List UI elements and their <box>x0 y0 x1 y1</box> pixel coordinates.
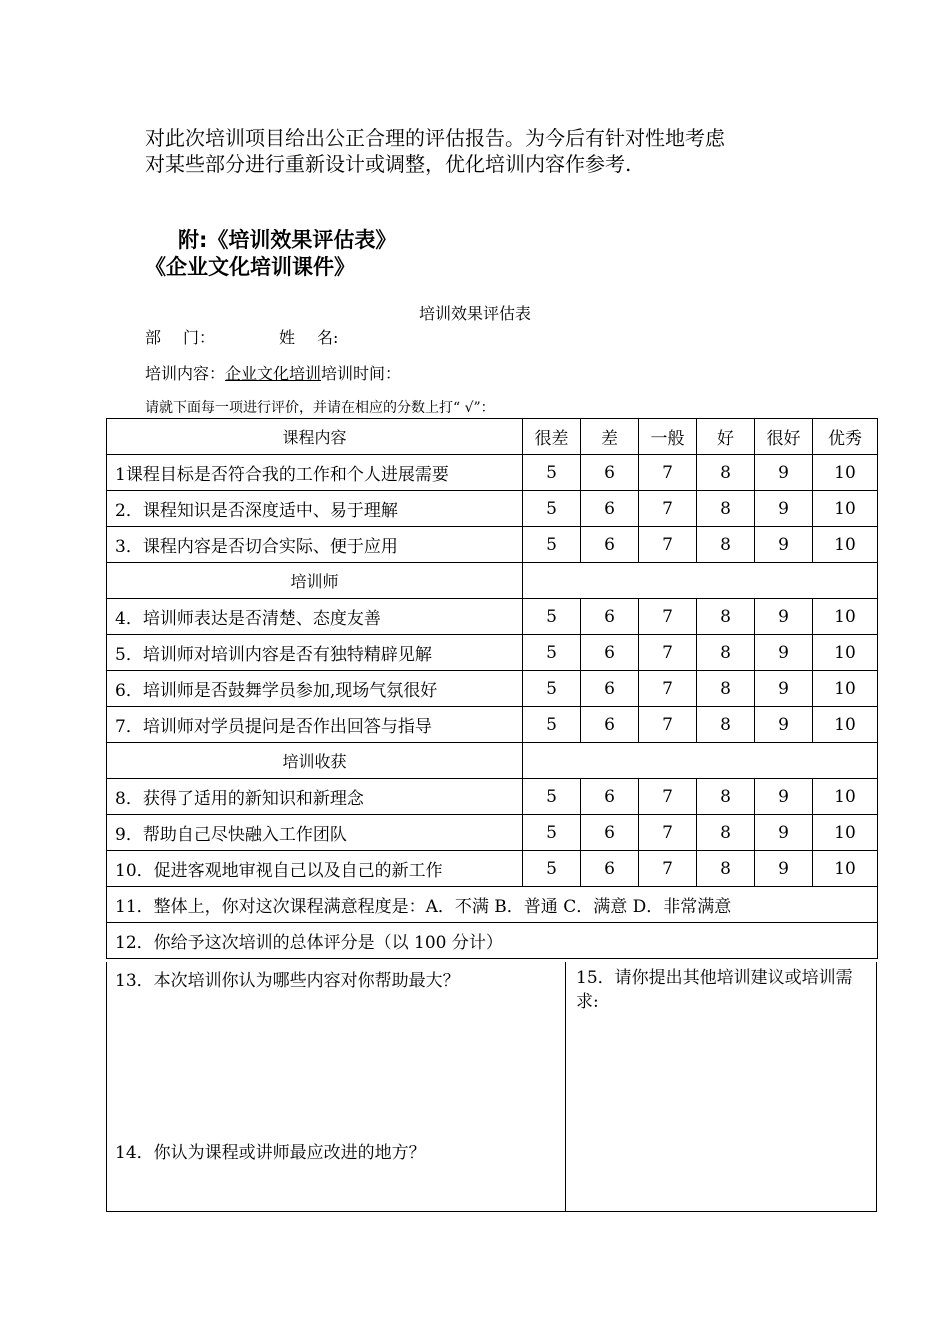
score-option[interactable]: 10 <box>813 527 878 563</box>
table-row <box>107 779 878 815</box>
attachment-title: 附:《培训效果评估表》 <box>178 228 397 252</box>
score-option[interactable]: 8 <box>697 455 755 491</box>
open-questions <box>106 962 877 1212</box>
score-option[interactable]: 8 <box>697 707 755 743</box>
table-row <box>107 491 878 527</box>
content-label: 培训内容： <box>145 364 226 383</box>
score-option[interactable]: 6 <box>581 527 639 563</box>
item-label: 4．培训师表达是否清楚、态度友善 <box>107 599 523 635</box>
dept-name-line <box>145 325 338 348</box>
content-time-line <box>145 361 401 384</box>
score-option[interactable]: 10 <box>813 815 878 851</box>
table-header-cell: 好 <box>697 419 755 455</box>
question-11: 11．整体上，你对这次课程满意程度是：A．不满 B．普通 C．满意 D．非常满意 <box>107 887 878 923</box>
table-row <box>107 851 878 887</box>
item-label: 9．帮助自己尽快融入工作团队 <box>107 815 523 851</box>
score-option[interactable]: 9 <box>755 671 813 707</box>
score-option[interactable]: 10 <box>813 599 878 635</box>
question-14: 14．你认为课程或讲师最应改进的地方？ <box>115 1143 426 1163</box>
form-title: 培训效果评估表 <box>418 304 531 323</box>
score-option[interactable]: 5 <box>523 707 581 743</box>
instruction: 请就下面每一项进行评价，并请在相应的分数上打“ √”： <box>145 400 495 416</box>
score-option[interactable]: 7 <box>639 671 697 707</box>
dept-label: 部 <box>145 328 162 347</box>
table-header-cell: 一般 <box>639 419 697 455</box>
content-value: 企业文化培训 <box>225 364 322 383</box>
score-option[interactable]: 6 <box>581 491 639 527</box>
score-option[interactable]: 7 <box>639 455 697 491</box>
score-option[interactable]: 6 <box>581 779 639 815</box>
item-label: 7．培训师对学员提问是否作出回答与指导 <box>107 707 523 743</box>
evaluation-table <box>106 418 878 959</box>
question-12: 12．你给予这次培训的总体评分是（以 100 分计） <box>107 923 878 959</box>
score-option[interactable]: 10 <box>813 455 878 491</box>
section-blank-cell <box>523 563 878 599</box>
score-option[interactable]: 8 <box>697 527 755 563</box>
table-row <box>107 671 878 707</box>
score-option[interactable]: 10 <box>813 491 878 527</box>
section-header: 培训师 <box>107 563 523 599</box>
score-option[interactable]: 6 <box>581 851 639 887</box>
score-option[interactable]: 8 <box>697 491 755 527</box>
score-option[interactable]: 5 <box>523 599 581 635</box>
section-row <box>107 743 878 779</box>
score-option[interactable]: 5 <box>523 635 581 671</box>
score-option[interactable]: 9 <box>755 455 813 491</box>
score-option[interactable]: 7 <box>639 599 697 635</box>
name-label: 姓 <box>279 328 296 347</box>
table-header-cell: 很好 <box>755 419 813 455</box>
question-13: 13．本次培训你认为哪些内容对你帮助最大？ <box>115 971 460 991</box>
score-option[interactable]: 7 <box>639 779 697 815</box>
section-header: 培训收获 <box>107 743 523 779</box>
table-header-cell: 优秀 <box>813 419 878 455</box>
score-option[interactable]: 6 <box>581 455 639 491</box>
item-label: 1课程目标是否符合我的工作和个人进展需要 <box>107 455 523 491</box>
score-option[interactable]: 7 <box>639 707 697 743</box>
score-option[interactable]: 10 <box>813 635 878 671</box>
section-blank-cell <box>523 743 878 779</box>
score-option[interactable]: 8 <box>697 815 755 851</box>
score-option[interactable]: 10 <box>813 671 878 707</box>
score-option[interactable]: 9 <box>755 707 813 743</box>
table-row <box>107 527 878 563</box>
score-option[interactable]: 9 <box>755 527 813 563</box>
name-label-2: 名: <box>317 328 339 347</box>
score-option[interactable]: 7 <box>639 527 697 563</box>
table-header-cell: 很差 <box>523 419 581 455</box>
table-header-cell: 差 <box>581 419 639 455</box>
section-row <box>107 563 878 599</box>
score-option[interactable]: 5 <box>523 851 581 887</box>
score-option[interactable]: 10 <box>813 707 878 743</box>
score-option[interactable]: 9 <box>755 815 813 851</box>
score-option[interactable]: 7 <box>639 851 697 887</box>
table-row <box>107 707 878 743</box>
question-15: 15．请你提出其他培训建议或培训需求: <box>576 968 853 1012</box>
table-row <box>107 815 878 851</box>
score-option[interactable]: 7 <box>639 491 697 527</box>
score-option[interactable]: 6 <box>581 599 639 635</box>
table-header-row <box>107 419 878 455</box>
score-option[interactable]: 9 <box>755 599 813 635</box>
score-option[interactable]: 9 <box>755 779 813 815</box>
dept-label-2: 门： <box>183 328 216 347</box>
item-label: 8．获得了适用的新知识和新理念 <box>107 779 523 815</box>
open-questions-left <box>107 962 566 1211</box>
score-option[interactable]: 8 <box>697 851 755 887</box>
score-option[interactable]: 6 <box>581 671 639 707</box>
table-row <box>107 455 878 491</box>
score-option[interactable]: 5 <box>523 815 581 851</box>
score-option[interactable]: 9 <box>755 491 813 527</box>
score-option[interactable]: 6 <box>581 815 639 851</box>
score-option[interactable]: 10 <box>813 851 878 887</box>
table-row <box>107 923 878 959</box>
score-option[interactable]: 8 <box>697 635 755 671</box>
item-label: 2．课程知识是否深度适中、易于理解 <box>107 491 523 527</box>
score-option[interactable]: 10 <box>813 779 878 815</box>
open-questions-right <box>566 962 876 1211</box>
attachment-subtitle: 《企业文化培训课件》 <box>145 255 355 279</box>
score-option[interactable]: 5 <box>523 671 581 707</box>
score-option[interactable]: 9 <box>755 635 813 671</box>
score-option[interactable]: 5 <box>523 491 581 527</box>
score-option[interactable]: 7 <box>639 815 697 851</box>
score-option[interactable]: 6 <box>581 635 639 671</box>
score-option[interactable]: 8 <box>697 671 755 707</box>
table-row <box>107 635 878 671</box>
item-label: 5．培训师对培训内容是否有独特精辟见解 <box>107 635 523 671</box>
item-label: 3．课程内容是否切合实际、便于应用 <box>107 527 523 563</box>
intro-line-1: 对此次培训项目给出公正合理的评估报告。为今后有针对性地考虑 <box>145 126 725 150</box>
table-row <box>107 599 878 635</box>
time-label: 培训时间： <box>321 364 402 383</box>
score-option[interactable]: 8 <box>697 599 755 635</box>
intro-line-2: 对某些部分进行重新设计或调整，优化培训内容作参考. <box>145 152 632 176</box>
table-row <box>107 887 878 923</box>
score-option[interactable]: 8 <box>697 779 755 815</box>
item-label: 6．培训师是否鼓舞学员参加,现场气氛很好 <box>107 671 523 707</box>
score-option[interactable]: 5 <box>523 527 581 563</box>
score-option[interactable]: 5 <box>523 779 581 815</box>
score-option[interactable]: 7 <box>639 635 697 671</box>
score-option[interactable]: 5 <box>523 455 581 491</box>
score-option[interactable]: 9 <box>755 851 813 887</box>
table-header-cell: 课程内容 <box>107 419 523 455</box>
item-label: 10．促进客观地审视自己以及自己的新工作 <box>107 851 523 887</box>
score-option[interactable]: 6 <box>581 707 639 743</box>
